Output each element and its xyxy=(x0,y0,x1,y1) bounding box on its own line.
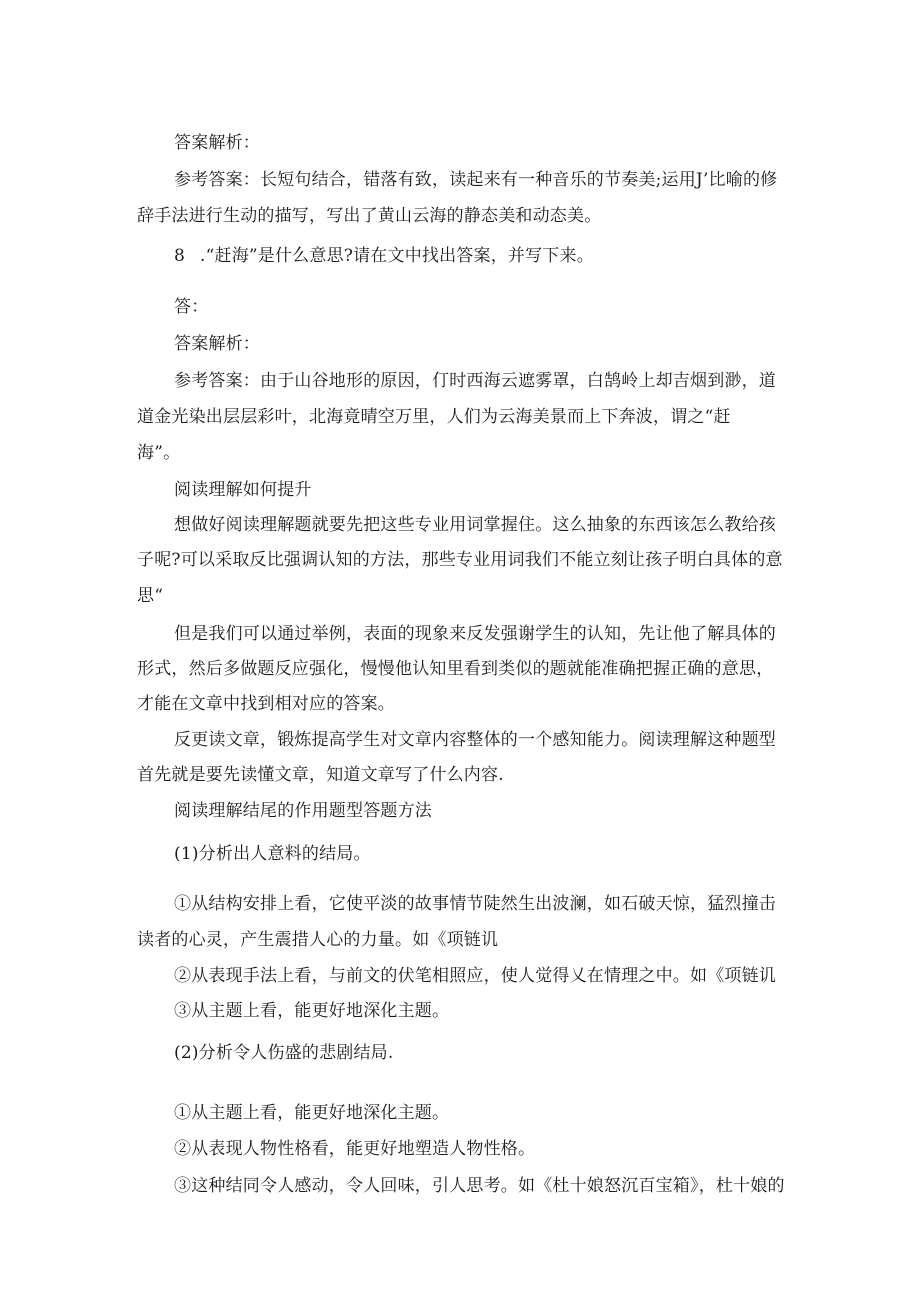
paragraph-line: 形式，然后多做题反应强化，慢慢他认知里看到类似的题就能准确把握正确的意思， xyxy=(137,659,774,679)
paragraph-line: 首先就是要先读懂文章，知道文章写了什么内容. xyxy=(137,765,504,785)
paragraph-line: 子呢?可以采取反比强调认知的方法，那些专业用词我们不能立刻让孩子明白具体的意 xyxy=(137,550,783,570)
question-number: 8 xyxy=(174,246,186,266)
paragraph-line: 但是我们可以通过举例，表面的现象来反发强谢学生的认知，先让他了解具体的 xyxy=(174,624,776,644)
paragraph-line: 思“ xyxy=(137,586,164,606)
answer-label: 答： xyxy=(174,297,209,317)
question-text: .“赶海”是什么意思?请在文中找出答案，并写下来。 xyxy=(200,246,594,266)
subheading: (1)分析出人意料的结局。 xyxy=(174,844,371,864)
answer-analysis-label: 答案解析： xyxy=(174,133,260,153)
section-heading: 阅读理解结尾的作用题型答题方法 xyxy=(174,801,432,821)
paragraph-line: 想做好阅读理解题就要先把这些专业用词掌握住。这么抽象的东西该怎么教给孩 xyxy=(174,515,776,535)
reference-answer-line: 参考答案：由于山谷地形的原因，仃时西海云遮雾罩，白鹄岭上却吉烟到渺，道 xyxy=(174,371,776,391)
paragraph-line: 反更读文章，锻炼提高学生对文章内容整体的一个感知能力。阅读理解这种题型 xyxy=(174,730,776,750)
reference-answer-line: 海”。 xyxy=(137,443,181,463)
list-item: ①从结构安排上看，它使平淡的故事情节陡然生出波澜，如石破天惊，猛烈撞击 xyxy=(174,894,776,914)
paragraph-line: 才能在文章中找到相对应的答案。 xyxy=(137,694,395,714)
list-item: ③这种结同令人感动，令人回味，引人思考。如《杜十娘怒沉百宝箱》，杜十娘的 xyxy=(174,1176,785,1196)
section-heading: 阅读理解如何提升 xyxy=(174,480,312,500)
reference-answer-line: 辞手法进行生动的描写，写出了黄山云海的静态美和动态美。 xyxy=(137,206,602,226)
reference-answer-line: 道金光染出层层彩叶，北海竟晴空万里，人们为云海美景而上下奔波，谓之“赶 xyxy=(137,407,731,427)
answer-analysis-label: 答案解析： xyxy=(174,334,260,354)
reference-answer-line: 参考答案：长短句结合，错落有致，读起来有一种音乐的节奏美;运用J’比喻的修 xyxy=(174,170,778,190)
list-item: ①从主题上看，能更好地深化主题。 xyxy=(174,1103,450,1123)
list-item: ②从表现人物性格看，能更好地塑造人物性格。 xyxy=(174,1139,536,1159)
list-item: ③从主题上看，能更好地深化主题。 xyxy=(174,1001,450,1021)
list-item: ②从表现手法上看，与前文的伏笔相照应，使人觉得乂在情理之中。如《项链讥 xyxy=(174,966,776,986)
list-item: 读者的心灵，产生震措人心的力量。如《项链讥 xyxy=(137,930,499,950)
subheading: (2)分析令人伤盛的悲剧结局. xyxy=(174,1043,394,1063)
